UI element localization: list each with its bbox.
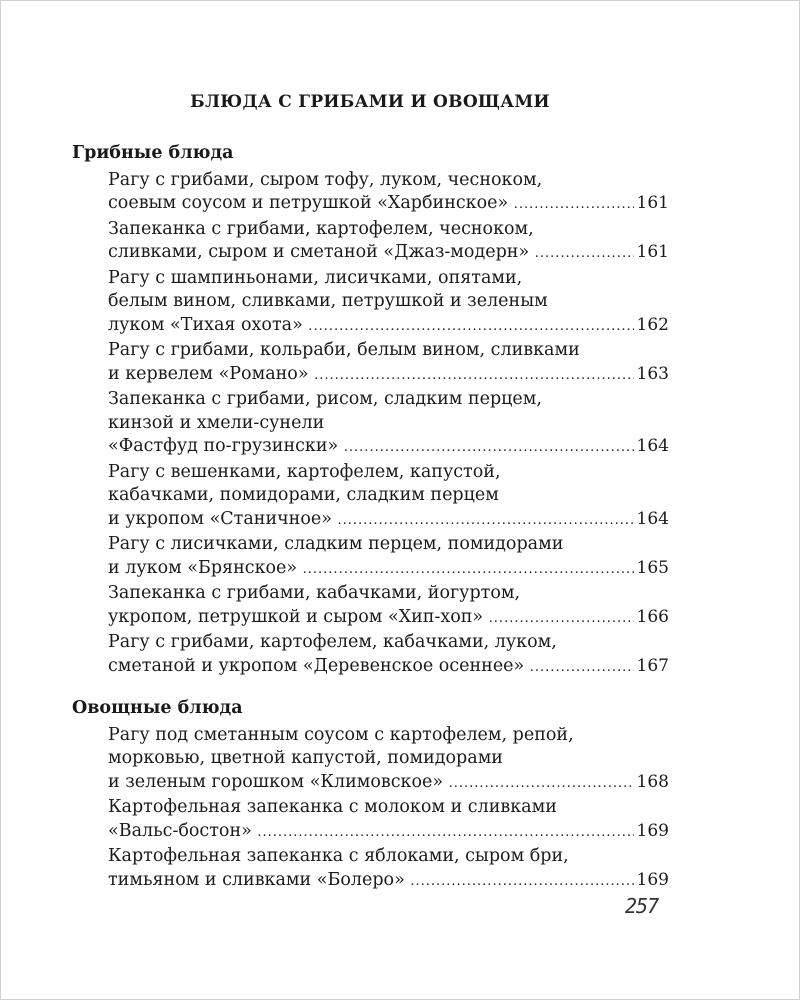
toc-entry-text: Рагу с грибами, сыром тофу, луком, чесноком,	[108, 169, 543, 190]
toc-entry-text: и укропом «Станичное»	[108, 508, 332, 529]
toc-entry	[72, 631, 669, 679]
toc-page-number: 164	[636, 508, 669, 529]
toc-entry-line	[108, 724, 669, 748]
toc-page-number: 162	[636, 314, 669, 335]
toc-entry-text: Запеканка с грибами, картофелем, чесноком,	[108, 218, 534, 239]
toc-entry-text: сметаной и укропом «Деревенское осеннее»	[108, 655, 525, 676]
toc-entry	[72, 267, 669, 339]
dot-leader	[313, 364, 634, 388]
toc-entry-line	[108, 169, 669, 193]
toc-entry-line	[108, 582, 669, 606]
toc-entry-text: Рагу с шампиньонами, лисичками, опятами,	[108, 267, 523, 288]
toc-entry-text: соевым соусом и петрушкой «Харбинское»	[108, 193, 509, 213]
toc-entry-text: «Фастфуд по-грузински»	[108, 436, 339, 456]
toc-entry-line	[108, 412, 669, 436]
toc-page-number: 161	[636, 242, 669, 262]
section-heading: Грибные блюда	[72, 143, 234, 163]
toc-entry-line	[108, 192, 669, 217]
toc-entry-text: луком «Тихая охота»	[108, 314, 303, 335]
dot-leader	[336, 509, 634, 533]
toc-entry-text: белым вином, сливками, петрушкой и зеленым	[108, 291, 548, 311]
toc-entry-text: Картофельная запеканка с яблоками, сыром бри,	[108, 846, 569, 866]
dot-leader	[528, 656, 633, 680]
toc-entry-text: кабачками, помидорами, сладким перцем	[108, 485, 499, 505]
toc-entry-line	[108, 267, 669, 291]
dot-leader	[409, 870, 634, 894]
page-number: 257	[625, 894, 659, 918]
toc-entry	[72, 533, 669, 581]
toc-entry-line	[108, 339, 669, 363]
toc-entry-line	[108, 363, 669, 388]
toc-entry-line	[108, 290, 669, 314]
toc-entry-text: кинзой и хмели-сунели	[108, 412, 325, 433]
toc-entry-line	[108, 461, 669, 485]
toc-entry-text: Рагу с вешенками, картофелем, капустой,	[108, 461, 501, 482]
toc-entry-line	[108, 796, 669, 820]
toc-entry-text: Рагу с лисичками, сладким перцем, помидорами	[108, 534, 564, 554]
toc-entry-line	[108, 241, 669, 266]
toc-entry-text: и луком «Брянское»	[108, 557, 298, 578]
toc-entry-line	[108, 533, 669, 557]
toc-entry-line	[108, 557, 669, 582]
toc-entry-line	[108, 655, 669, 680]
toc-entry-text: Запеканка с грибами, рисом, сладким перцем,	[108, 389, 542, 409]
toc-entry-text: и кервелем «Романо»	[108, 363, 309, 384]
toc-page-number: 163	[636, 363, 669, 384]
toc-page-number: 167	[636, 655, 669, 676]
toc-entry	[72, 845, 669, 893]
dot-leader	[342, 436, 633, 460]
dot-leader	[301, 558, 633, 582]
toc-entry-line	[108, 484, 669, 508]
toc-entry	[72, 388, 669, 460]
toc-entry-line	[108, 631, 669, 655]
toc-section	[72, 142, 669, 679]
toc-entry-text: Рагу с грибами, кольраби, белым вином, сливками	[108, 340, 580, 360]
toc-entry-text: и зеленым горошком «Климовское»	[108, 771, 444, 792]
toc-entry	[72, 218, 669, 266]
toc-entry-text: укропом, петрушкой и сыром «Хип-хоп»	[108, 606, 484, 627]
toc-page-number: 164	[636, 436, 669, 456]
toc-entry	[72, 582, 669, 630]
toc-entry-text: Рагу под сметанным соусом с картофелем, репой,	[108, 724, 574, 745]
toc-entry-line	[108, 606, 669, 631]
toc-entry-line	[108, 508, 669, 533]
toc-section	[72, 697, 669, 893]
dot-leader	[256, 821, 634, 845]
toc-entry-text: сливками, сыром и сметаной «Джаз-модерн»	[108, 242, 530, 262]
table-of-contents	[72, 142, 669, 894]
toc-entry-line	[108, 771, 669, 796]
toc-entry-line	[108, 435, 669, 460]
toc-entry-line	[108, 218, 669, 242]
toc-entry-line	[108, 388, 669, 412]
toc-entry	[72, 169, 669, 217]
toc-entry-line	[108, 314, 669, 339]
toc-page-number: 168	[636, 771, 669, 792]
toc-entry-text: тимьяном и сливками «Болеро»	[108, 869, 405, 890]
toc-entry-text: Картофельная запеканка с молоком и сливками	[108, 797, 557, 817]
toc-page-number: 166	[636, 606, 669, 627]
dot-leader	[307, 315, 634, 339]
section-heading: Овощные блюда	[72, 698, 243, 718]
toc-entry-text: Запеканка с грибами, кабачками, йогуртом,	[108, 583, 521, 603]
toc-entry-line	[108, 845, 669, 869]
toc-entry-line	[108, 820, 669, 845]
dot-leader	[447, 772, 633, 796]
toc-entry-line	[108, 869, 669, 894]
toc-entry-text: Рагу с грибами, картофелем, кабачками, луком,	[108, 632, 557, 652]
toc-page-number: 165	[636, 557, 669, 578]
toc-entry	[72, 724, 669, 796]
dot-leader	[512, 193, 633, 217]
dot-leader	[533, 242, 633, 266]
toc-entry-text: «Вальс-бостон»	[108, 820, 252, 841]
dot-leader	[487, 607, 633, 631]
toc-entry	[72, 339, 669, 387]
toc-entry	[72, 461, 669, 533]
page-title: БЛЮДА С ГРИБАМИ И ОВОЩАМИ	[190, 92, 550, 112]
toc-page-number: 169	[636, 869, 669, 890]
toc-entry-text: морковью, цветной капустой, помидорами	[108, 748, 503, 768]
toc-entry	[72, 796, 669, 844]
toc-page-number: 161	[636, 193, 669, 213]
toc-page-number: 169	[636, 820, 669, 841]
toc-entry-line	[108, 747, 669, 771]
